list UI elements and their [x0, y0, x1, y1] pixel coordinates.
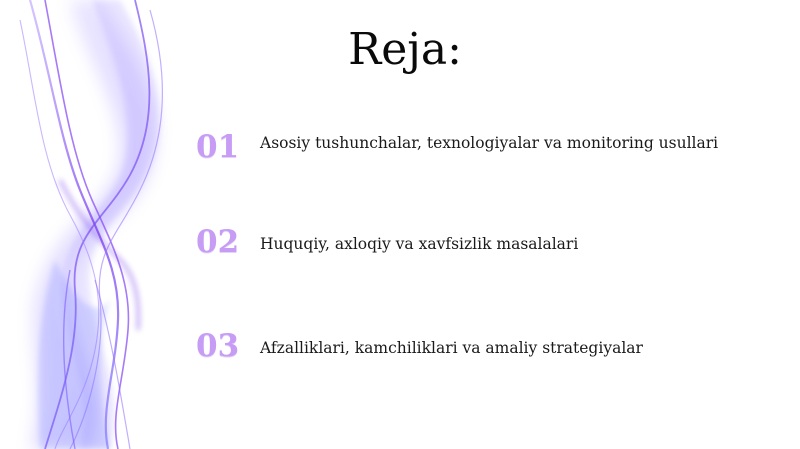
slide-title: Reja: — [348, 24, 462, 75]
agenda-item-1 — [196, 127, 756, 167]
agenda-item-3 — [196, 326, 756, 366]
agenda-text: Afzalliklari, kamchiliklari va amaliy strategiyalar — [260, 339, 643, 357]
smoke-ribbon-decoration — [0, 0, 220, 449]
agenda-text: Asosiy tushunchalar, texnologiyalar va monitoring usullari — [260, 134, 719, 152]
agenda-item-2 — [196, 222, 756, 262]
agenda-text: Huquqiy, axloqiy va xavfsizlik masalalari — [260, 235, 579, 253]
agenda-number: 02 — [196, 224, 240, 260]
agenda-number: 03 — [196, 328, 240, 364]
agenda-number: 01 — [196, 129, 240, 165]
